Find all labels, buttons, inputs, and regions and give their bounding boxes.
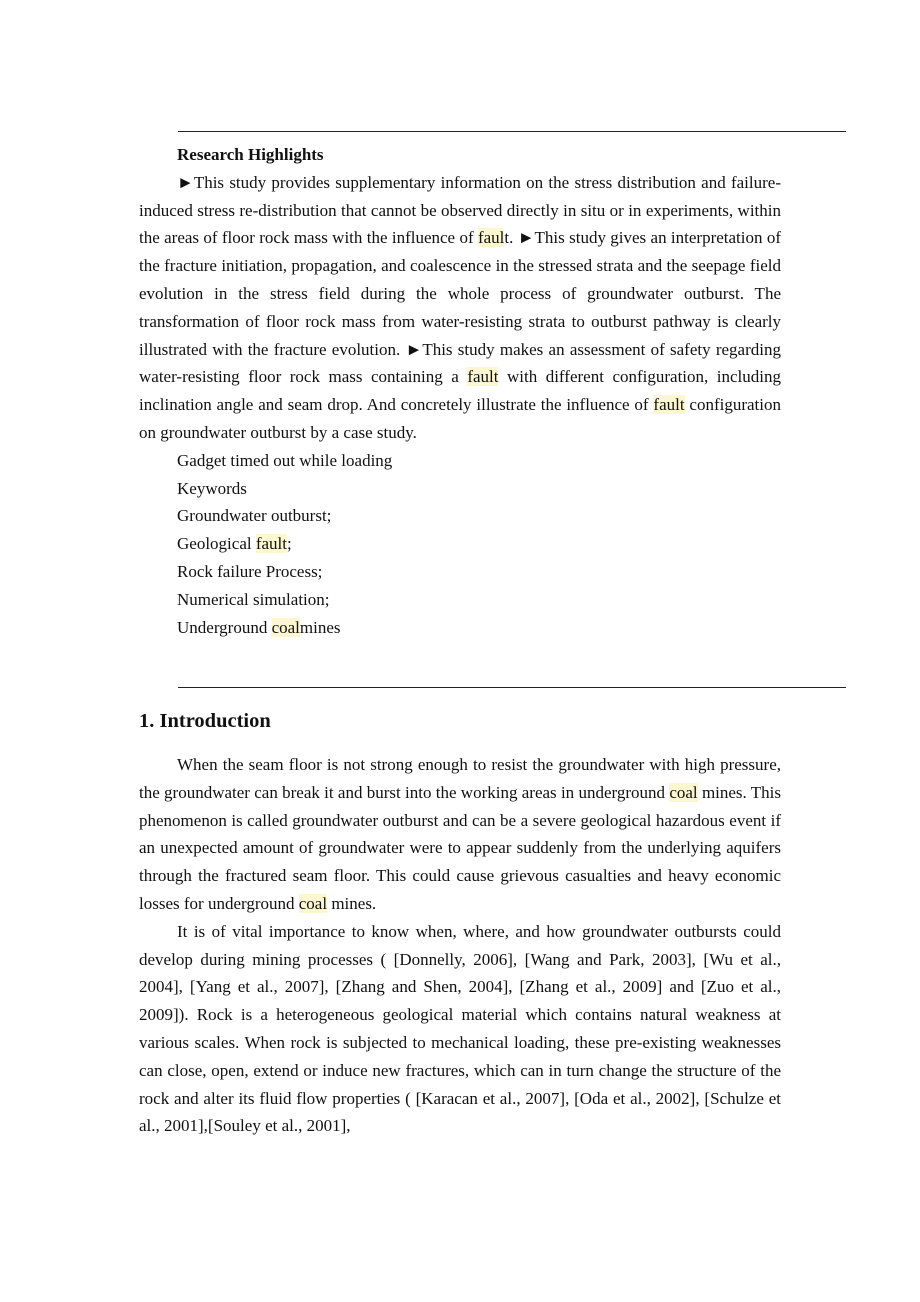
research-highlights-section [139, 141, 781, 641]
section-heading-introduction: 1. Introduction [139, 710, 271, 732]
introduction-paragraph [139, 918, 781, 1140]
keyword-item [139, 614, 781, 642]
text-run: mines. [327, 893, 377, 913]
keyword-item [139, 502, 781, 530]
keywords-list [139, 502, 781, 641]
top-divider [178, 131, 846, 132]
text-run: mines. This phenomenon is called groundwater outburst and can be a severe geological hazardous event if an unexpected amount of groundwater were to appear suddenly from the underlying aquifers through the fractured seam floor. This could cause grievous casualties and heavy economic losses for underground [139, 782, 782, 913]
gadget-notice: Gadget timed out while loading [177, 450, 393, 470]
text-run: Geological [177, 534, 256, 554]
highlighted-term: fault [467, 367, 499, 387]
text-run: Numerical simulation; [177, 589, 330, 609]
text-run: Groundwater outburst; [177, 506, 332, 526]
keyword-item [139, 530, 781, 558]
text-run: ►This study provides supplementary information on the stress distribution and failure-induced stress re-distribution that cannot be observed directly in situ or in experiments, within the areas of floor rock mass with the influence of [139, 172, 781, 248]
text-run: Underground [177, 617, 272, 637]
text-run: When the seam floor is not strong enough to resist the groundwater with high pressure, the groundwater can break it and burst into the working areas in underground [139, 755, 781, 802]
keywords-label: Keywords [177, 478, 247, 498]
text-run: with different configuration, including inclination angle and seam drop. And concretely illustrate the influence of [139, 367, 781, 415]
highlighted-term: coal [298, 893, 328, 913]
highlighted-term: coal [271, 617, 300, 637]
introduction-paragraph [139, 751, 781, 918]
highlighted-term: faul [477, 228, 505, 248]
keyword-item [139, 586, 781, 614]
text-run: mines [299, 617, 341, 637]
highlighted-term: fault [653, 395, 685, 415]
text-run: t. ►This study gives an interpretation of the fracture initiation, propagation, and coalescence in the stressed strata and the seepage field evolution in the stress field during the whole process of groundwater outburst. The transformation of floor rock mass from water-resisting strata to outburst pathway is clearly illustrated with the fracture evolution. ►This study makes an assessment of safety regarding water-resisting floor rock mass containing a [139, 228, 781, 387]
bottom-divider [178, 687, 846, 688]
research-highlights-title: Research Highlights [177, 145, 324, 164]
introduction-body [139, 751, 781, 1140]
text-run: ; [287, 534, 292, 554]
keyword-item [139, 558, 781, 586]
highlighted-term: coal [669, 782, 698, 802]
highlighted-term: fault [255, 534, 287, 554]
text-run: It is of vital importance to know when, where, and how groundwater outbursts could develop during mining processes ( [Donnelly, 2006], [Wang and Park, 2003], [Wu et al., 2004], [Yang et al., 2007], [Zhang and Shen, 2004], [Zhang et al., 2009] and [Zuo et al., 2009]). Rock is a heterogeneous geological material which contains natural weakness at various scales. When rock is subjected to mechanical loading, these pre-existing weaknesses can close, open, extend or induce new fractures, which can in turn change the structure of the rock and alter its fluid flow properties ( [Karacan et al., 2007], [Oda et al., 2002], [Schulze et al., 2001],[Souley et al., 2001], [139, 921, 781, 1136]
research-highlights-paragraph [139, 169, 781, 447]
text-run: Rock failure Process; [177, 561, 323, 581]
text-run: configuration on groundwater outburst by a case study. [139, 395, 781, 442]
